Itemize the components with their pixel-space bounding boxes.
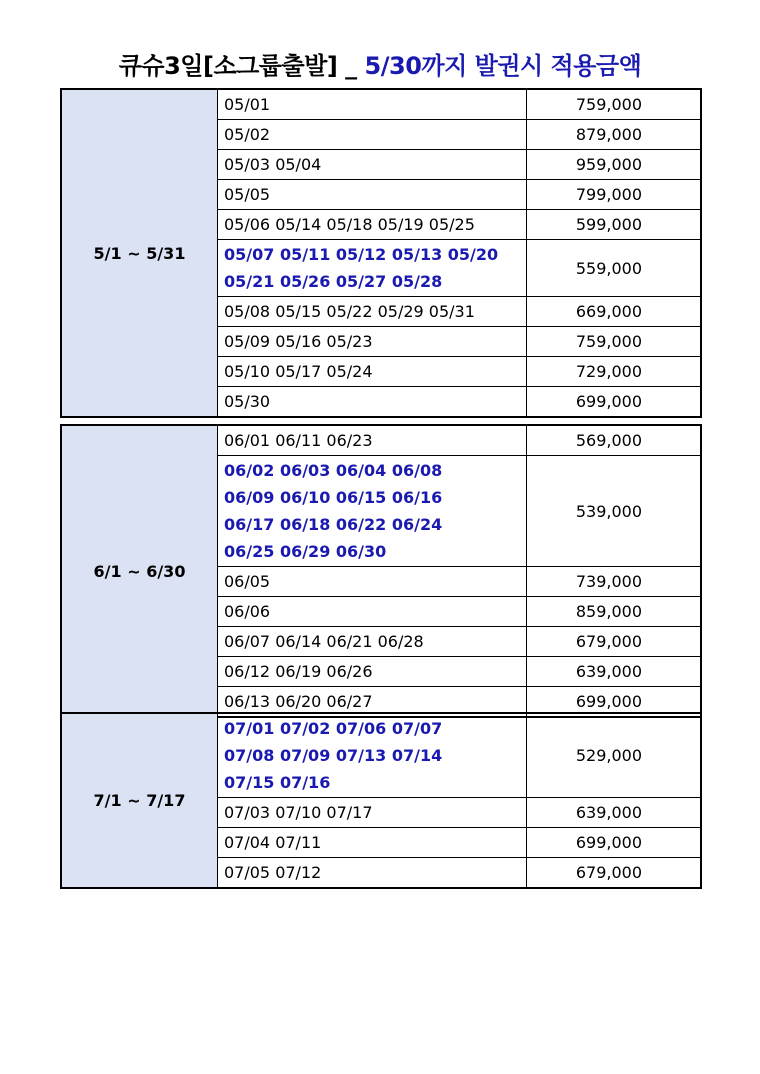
dates-cell <box>218 297 527 327</box>
table-row <box>61 713 701 798</box>
dates-cell <box>218 713 527 798</box>
date-line: 07/01 07/02 07/06 07/07 <box>224 719 443 738</box>
dates-cell <box>218 89 527 120</box>
price-cell: 669,000 <box>527 297 702 327</box>
price-cell: 639,000 <box>527 798 702 828</box>
date-line: 06/13 06/20 06/27 <box>224 692 373 711</box>
price-cell: 729,000 <box>527 357 702 387</box>
dates-cell <box>218 240 527 297</box>
price-cell: 859,000 <box>527 597 702 627</box>
date-line: 05/30 <box>224 392 271 411</box>
dates-cell <box>218 180 527 210</box>
dates-cell <box>218 387 527 418</box>
title-main: 큐슈3일[소그룹출발] _ <box>118 52 357 80</box>
price-table-1 <box>60 88 702 418</box>
date-line: 05/07 05/11 05/12 05/13 05/20 <box>224 245 499 264</box>
price-cell: 759,000 <box>527 327 702 357</box>
price-cell: 569,000 <box>527 425 702 456</box>
date-line: 07/15 07/16 <box>224 773 331 792</box>
dates-cell <box>218 858 527 889</box>
dates-cell <box>218 597 527 627</box>
date-line: 06/07 06/14 06/21 06/28 <box>224 632 424 651</box>
price-cell: 699,000 <box>527 828 702 858</box>
date-line: 07/04 07/11 <box>224 833 322 852</box>
date-line: 05/05 <box>224 185 271 204</box>
dates-cell <box>218 657 527 687</box>
price-cell: 879,000 <box>527 120 702 150</box>
date-line: 07/05 07/12 <box>224 863 322 882</box>
date-line: 06/02 06/03 06/04 06/08 <box>224 461 443 480</box>
dates-cell <box>218 150 527 180</box>
date-line: 06/05 <box>224 572 271 591</box>
price-cell: 529,000 <box>527 713 702 798</box>
dates-cell <box>218 828 527 858</box>
price-table-2 <box>60 424 702 718</box>
dates-cell <box>218 425 527 456</box>
date-line: 05/06 05/14 05/18 05/19 05/25 <box>224 215 475 234</box>
date-line: 06/09 06/10 06/15 06/16 <box>224 488 443 507</box>
date-line: 05/01 <box>224 95 271 114</box>
period-cell: 7/1 ~ 7/17 <box>61 713 218 888</box>
price-cell: 599,000 <box>527 210 702 240</box>
price-cell: 679,000 <box>527 627 702 657</box>
date-line: 05/02 <box>224 125 271 144</box>
price-cell: 739,000 <box>527 567 702 597</box>
price-cell: 699,000 <box>527 687 702 718</box>
price-cell: 699,000 <box>527 387 702 418</box>
price-cell: 959,000 <box>527 150 702 180</box>
date-line: 05/09 05/16 05/23 <box>224 332 373 351</box>
price-table-3 <box>60 712 702 889</box>
dates-cell <box>218 357 527 387</box>
date-line: 06/01 06/11 06/23 <box>224 431 373 450</box>
dates-cell <box>218 456 527 567</box>
dates-cell <box>218 627 527 657</box>
table-row <box>61 89 701 120</box>
period-cell: 6/1 ~ 6/30 <box>61 425 218 717</box>
price-cell: 559,000 <box>527 240 702 297</box>
dates-cell <box>218 210 527 240</box>
dates-cell <box>218 120 527 150</box>
date-line: 06/12 06/19 06/26 <box>224 662 373 681</box>
date-line: 05/21 05/26 05/27 05/28 <box>224 272 443 291</box>
title-highlight: 5/30까지 발권시 적용금액 <box>364 52 642 80</box>
price-cell: 639,000 <box>527 657 702 687</box>
date-line: 06/25 06/29 06/30 <box>224 542 387 561</box>
date-line: 06/06 <box>224 602 271 621</box>
price-cell: 799,000 <box>527 180 702 210</box>
date-line: 05/03 05/04 <box>224 155 322 174</box>
date-line: 06/17 06/18 06/22 06/24 <box>224 515 443 534</box>
dates-cell <box>218 327 527 357</box>
date-line: 07/03 07/10 07/17 <box>224 803 373 822</box>
dates-cell <box>218 798 527 828</box>
date-line: 07/08 07/09 07/13 07/14 <box>224 746 443 765</box>
dates-cell <box>218 567 527 597</box>
date-line: 05/10 05/17 05/24 <box>224 362 373 381</box>
table-row <box>61 425 701 456</box>
period-cell: 5/1 ~ 5/31 <box>61 89 218 417</box>
price-cell: 679,000 <box>527 858 702 889</box>
page-title <box>0 46 760 81</box>
price-cell: 539,000 <box>527 456 702 567</box>
price-cell: 759,000 <box>527 89 702 120</box>
date-line: 05/08 05/15 05/22 05/29 05/31 <box>224 302 475 321</box>
